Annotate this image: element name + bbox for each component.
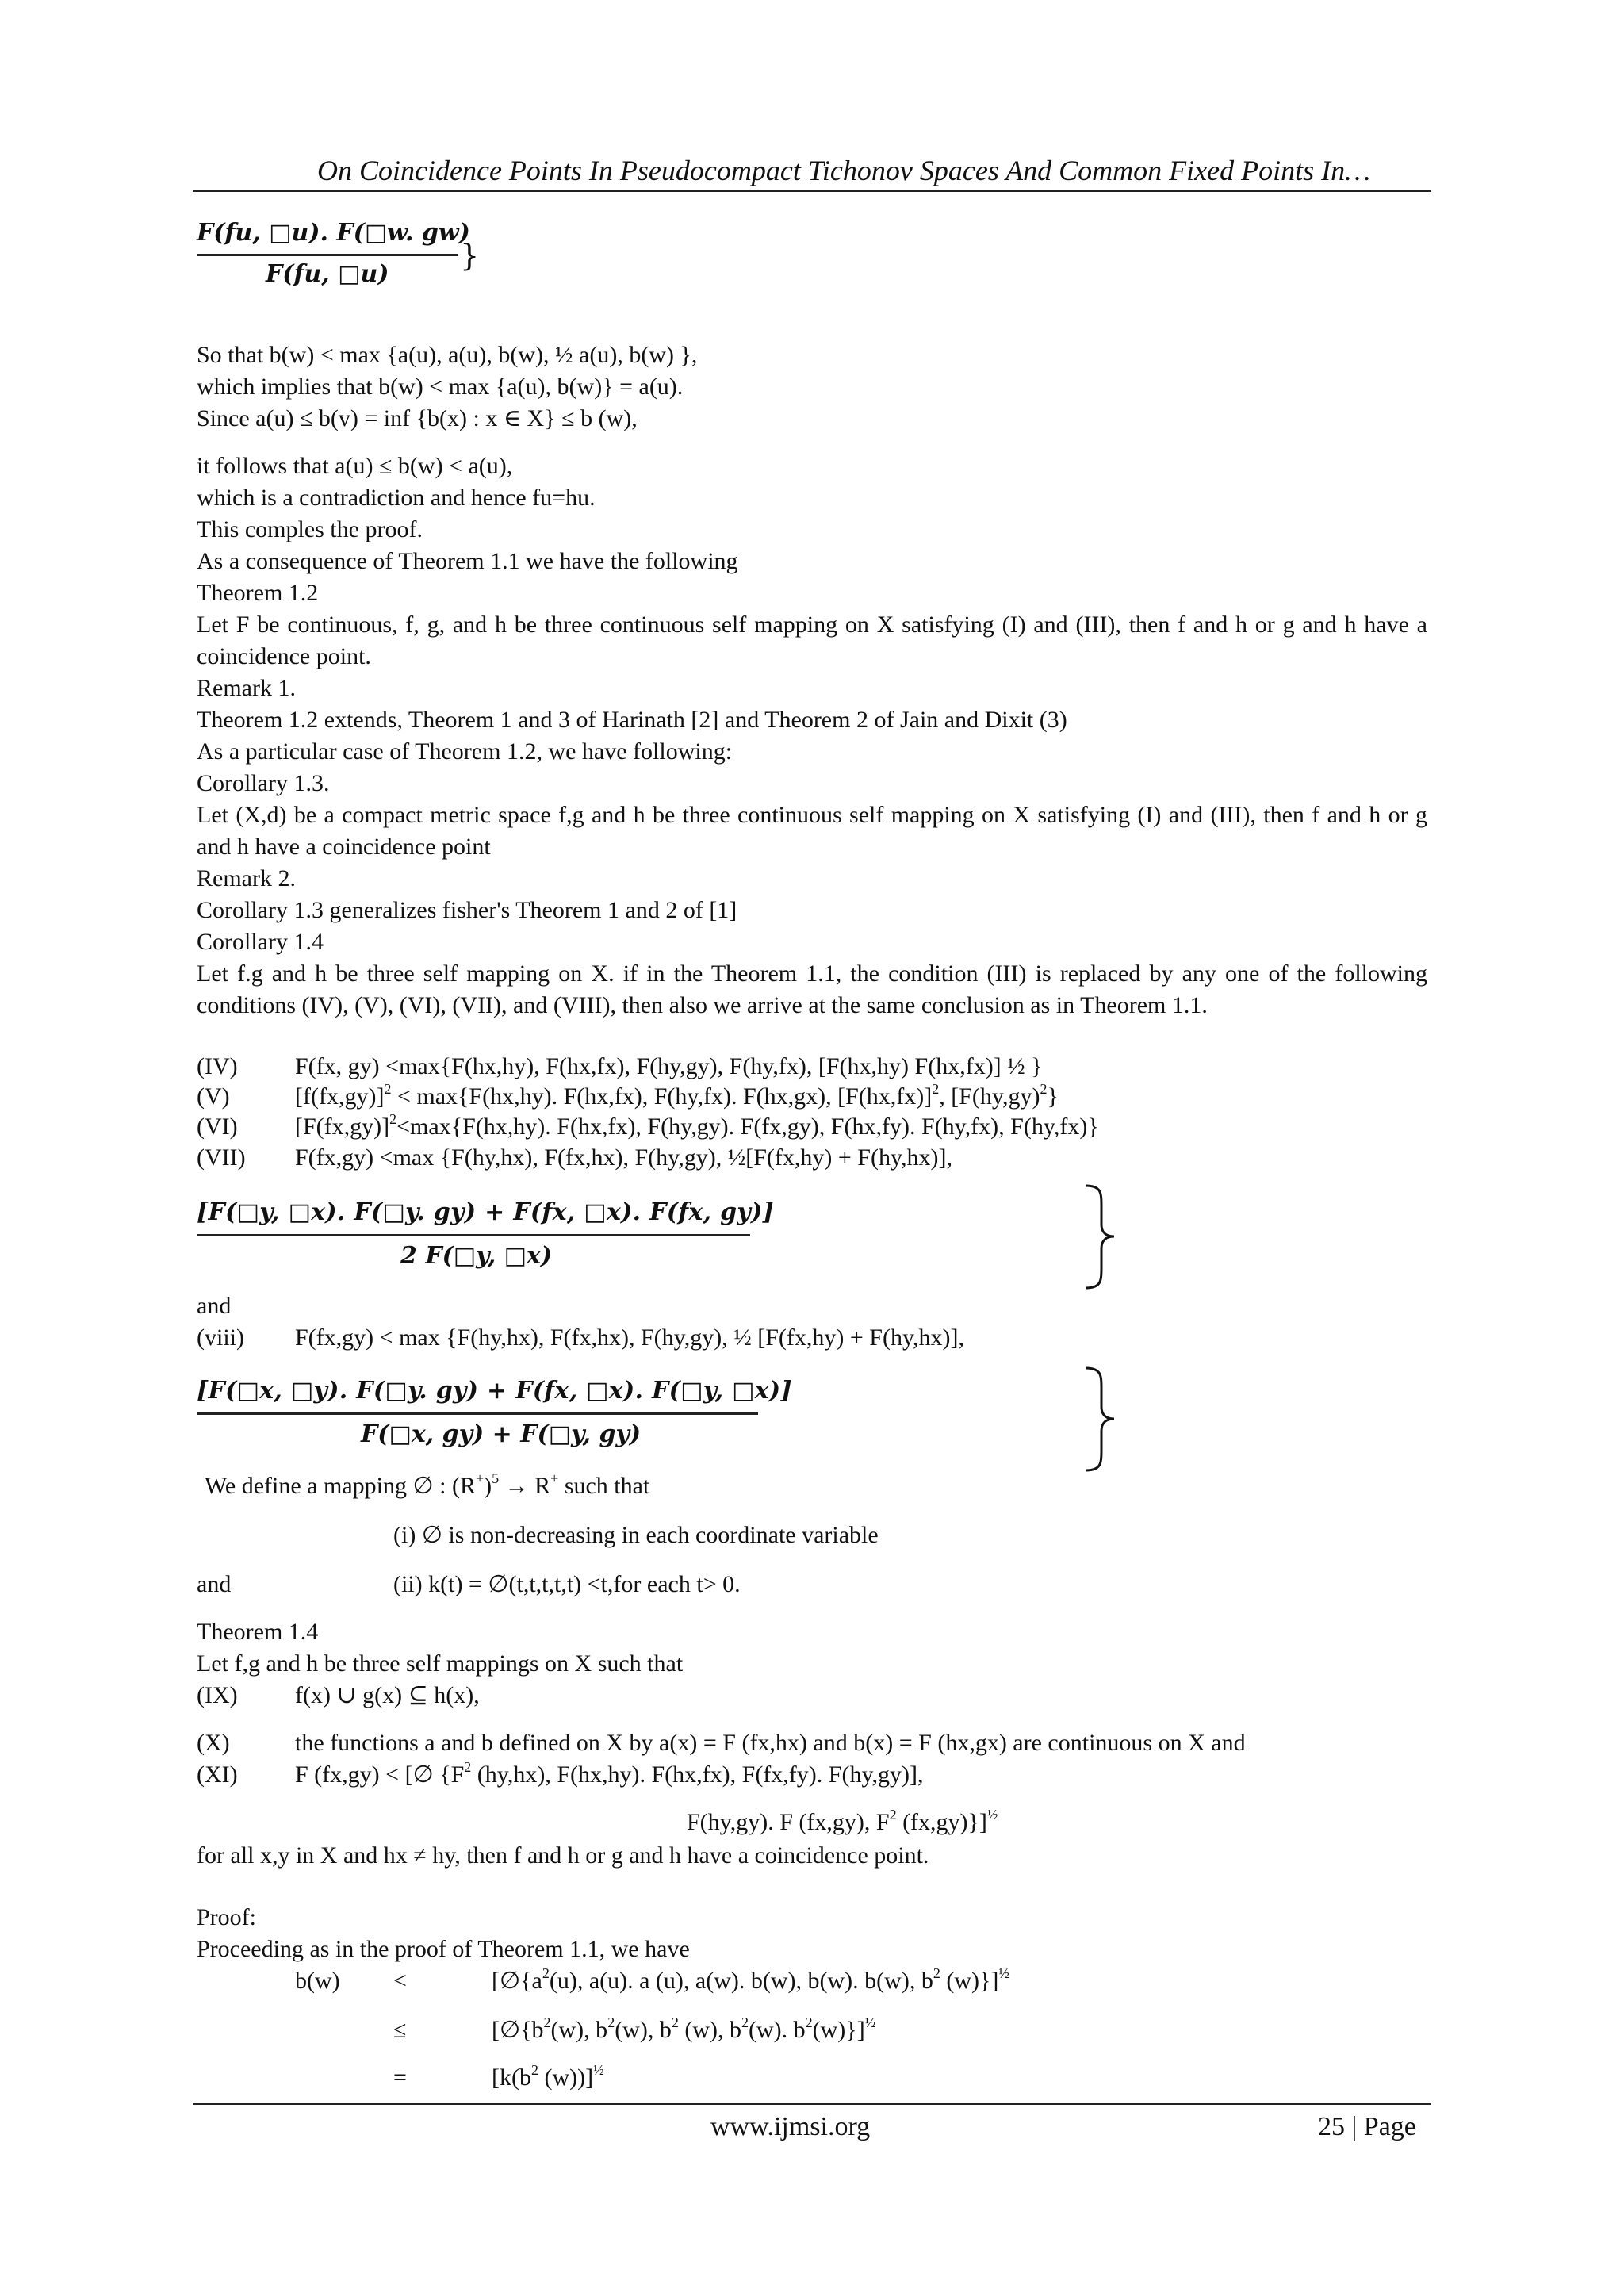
mapping-definition: We define a mapping ∅ : $(R^+)^5 \to R^+$ such that — [205, 1470, 650, 1499]
top-fraction-denominator: F(fu, □u) — [266, 260, 389, 288]
condition-ix-text: f(x) ∪ g(x) ⊆ h(x), — [295, 1682, 480, 1708]
fraction-viii-numerator: [F(□x, □y). F(□y. gy) + F(fx, □x). F(□y, □x)] — [197, 1377, 792, 1405]
condition-iv-label: (IV) — [197, 1053, 238, 1079]
corollary-1-3-statement: Let (X,d) be a compact metric space f,g and h be three continuous self mapping on X satisfying (I) and (III), then f and h or g and h have a coincidence point — [197, 802, 1427, 860]
line-so-that: So that b(w) < max {a(u), a(u), b(w), ½ a(u), b(w) }, — [197, 342, 698, 368]
top-fraction-brace: } — [460, 238, 480, 273]
proof-step-1: [$\emptyset\{a^2(u)$, a(u). a (u), a(w). b(w), b(w). b(w), $b^2$ (w)}]$^{\frac{1}{2}}$ — [492, 1965, 1009, 1994]
mapping-condition-ii: (ii) k(t) = ∅(t,t,t,t,t) <t,for each t> 0. — [393, 1571, 741, 1597]
condition-x-text: the functions a and b defined on X by a(x) = F (fx,hx) and b(x) = F (hx,gx) are continuous on X and — [295, 1730, 1246, 1756]
proof-step-3: [$k(b^2$ (w))]$^{\frac{1}{2}}$ — [492, 2062, 604, 2091]
fraction-vii-bar — [197, 1234, 750, 1236]
fraction-viii-denominator: F(□x, gy) + F(□y, gy) — [361, 1420, 642, 1448]
proof-relation-3: = — [393, 2064, 407, 2091]
theorem-1-2-statement: Let F be continuous, f, g, and h be three continuous self mapping on X satisfying (I) and (III), then f and h or g and h have a coincidence point. — [197, 611, 1427, 669]
proof-step-2: [$\emptyset\{b^2(w)$, $b^2(w)$, $b^2$ (w), $b^2(w)$. $b^2(w)\}]^{\frac{1}{2}}$ — [492, 2014, 876, 2043]
condition-xi-label: (XI) — [197, 1761, 238, 1788]
condition-vi-label: (VI) — [197, 1114, 238, 1140]
fraction-viii-bar — [197, 1412, 758, 1415]
condition-v-text: $[f(fx,gy)]^2 < \max\{F(hx,hy)$. F(hx,fx), F(hy,fx). F(hx,gx), $[F(hx,fx)]^2$, $[F(hy,gy)^2\}$ — [295, 1081, 1059, 1110]
footer-page-number: 25 | Page — [1318, 2112, 1416, 2141]
header-rule — [193, 190, 1431, 192]
fraction-vii-numerator: [F(□y, □x). F(□y. gy) + F(fx, □x). F(fx, gy)] — [197, 1198, 775, 1226]
condition-x-label: (X) — [197, 1730, 230, 1756]
theorem-1-4-conclusion: for all x,y in X and hx ≠ hy, then f and h or g and h have a coincidence point. — [197, 1842, 929, 1869]
footer-rule — [193, 2103, 1431, 2105]
and-label-1: and — [197, 1293, 232, 1319]
condition-v-label: (V) — [197, 1083, 230, 1110]
line-consequence: As a consequence of Theorem 1.1 we have the following — [197, 548, 738, 574]
theorem-1-2-heading: Theorem 1.2 — [197, 580, 319, 606]
theorem-1-4-heading: Theorem 1.4 — [197, 1619, 319, 1645]
line-it-follows: it follows that a(u) ≤ b(w) < a(u), — [197, 453, 513, 479]
remark-2-text: Corollary 1.3 generalizes fisher's Theorem 1 and 2 of [1] — [197, 897, 737, 923]
and-label-2: and — [197, 1571, 232, 1597]
proof-lhs: b(w) — [295, 1968, 340, 1994]
proof-relation-2: ≤ — [393, 2017, 407, 2043]
fraction-vii-denominator: 2 F(□y, □x) — [400, 1242, 553, 1270]
line-since: Since a(u) ≤ b(v) = inf {b(x) : x ∈ X} ≤ b (w), — [197, 405, 638, 431]
corollary-1-4-heading: Corollary 1.4 — [197, 929, 324, 955]
condition-viii-label: (viii) — [197, 1324, 244, 1351]
condition-xi-continuation: F(hy,gy). F (fx,gy), $F^2$ (fx,gy)}]$^{\frac{1}{2}}$ — [687, 1807, 998, 1835]
condition-vii-text: F(fx,gy) <max {F(hy,hx), F(fx,hx), F(hy,gy), ½[F(fx,hy) + F(hy,hx)], — [295, 1144, 952, 1171]
remark-1-heading: Remark 1. — [197, 675, 296, 701]
condition-ix-label: (IX) — [197, 1682, 238, 1708]
remark-2-heading: Remark 2. — [197, 865, 296, 891]
corollary-1-3-heading: Corollary 1.3. — [197, 770, 330, 796]
remark-1-text: Theorem 1.2 extends, Theorem 1 and 3 of Harinath [2] and Theorem 2 of Jain and Dixit (3) — [197, 707, 1067, 733]
condition-xi-text: F (fx,gy) < [∅ {$F^2$ (hy,hx), F(hx,hy). F(hx,fx), F(fx,fy). F(hy,gy)], — [295, 1759, 924, 1788]
particular-case-line: As a particular case of Theorem 1.2, we have following: — [197, 738, 733, 765]
proof-relation-1: < — [393, 1968, 407, 1994]
theorem-1-4-intro: Let f,g and h be three self mappings on X such that — [197, 1650, 684, 1677]
proof-intro: Proceeding as in the proof of Theorem 1.1, we have — [197, 1936, 690, 1962]
proof-heading: Proof: — [197, 1904, 256, 1930]
condition-viii-text: F(fx,gy) < max {F(hy,hx), F(fx,hx), F(hy,gy), ½ [F(fx,hy) + F(hy,hx)], — [295, 1324, 964, 1351]
top-fraction-numerator: F(fu, □u). F(□w. gw) — [197, 219, 470, 247]
fraction-viii-right-brace — [1082, 1366, 1122, 1473]
mapping-condition-i: (i) ∅ is non-decreasing in each coordinate variable — [393, 1522, 879, 1548]
running-header: On Coincidence Points In Pseudocompact Tichonov Spaces And Common Fixed Points In… — [317, 155, 1371, 186]
top-fraction-bar — [197, 254, 458, 256]
condition-iv-text: F(fx, gy) <max{F(hx,hy), F(hx,fx), F(hy,gy), F(hy,fx), [F(hx,hy) F(hx,fx)] ½ } — [295, 1053, 1043, 1079]
line-comples-proof: This comples the proof. — [197, 516, 423, 542]
line-which-implies: which implies that b(w) < max {a(u), b(w)} = a(u). — [197, 374, 684, 400]
corollary-1-4-statement: Let f.g and h be three self mapping on X. if in the Theorem 1.1, the condition (III) is replaced by any one of the following conditions (IV), (V), (VI), (VII), and (VIII), then also we arrive at the same conclusion as in Theorem 1.1. — [197, 960, 1427, 1018]
condition-vii-label: (VII) — [197, 1144, 246, 1171]
fraction-vii-right-brace — [1082, 1183, 1122, 1290]
condition-vi-text: $[F(fx,gy)]^2<\max\{F(hx,hy)$. F(hx,fx), F(hy,gy). F(fx,gy), F(hx,fy). F(hy,fx), F(hy,fx)} — [295, 1111, 1099, 1140]
footer-site: www.ijmsi.org — [710, 2112, 871, 2141]
line-contradiction: which is a contradiction and hence fu=hu. — [197, 485, 596, 511]
